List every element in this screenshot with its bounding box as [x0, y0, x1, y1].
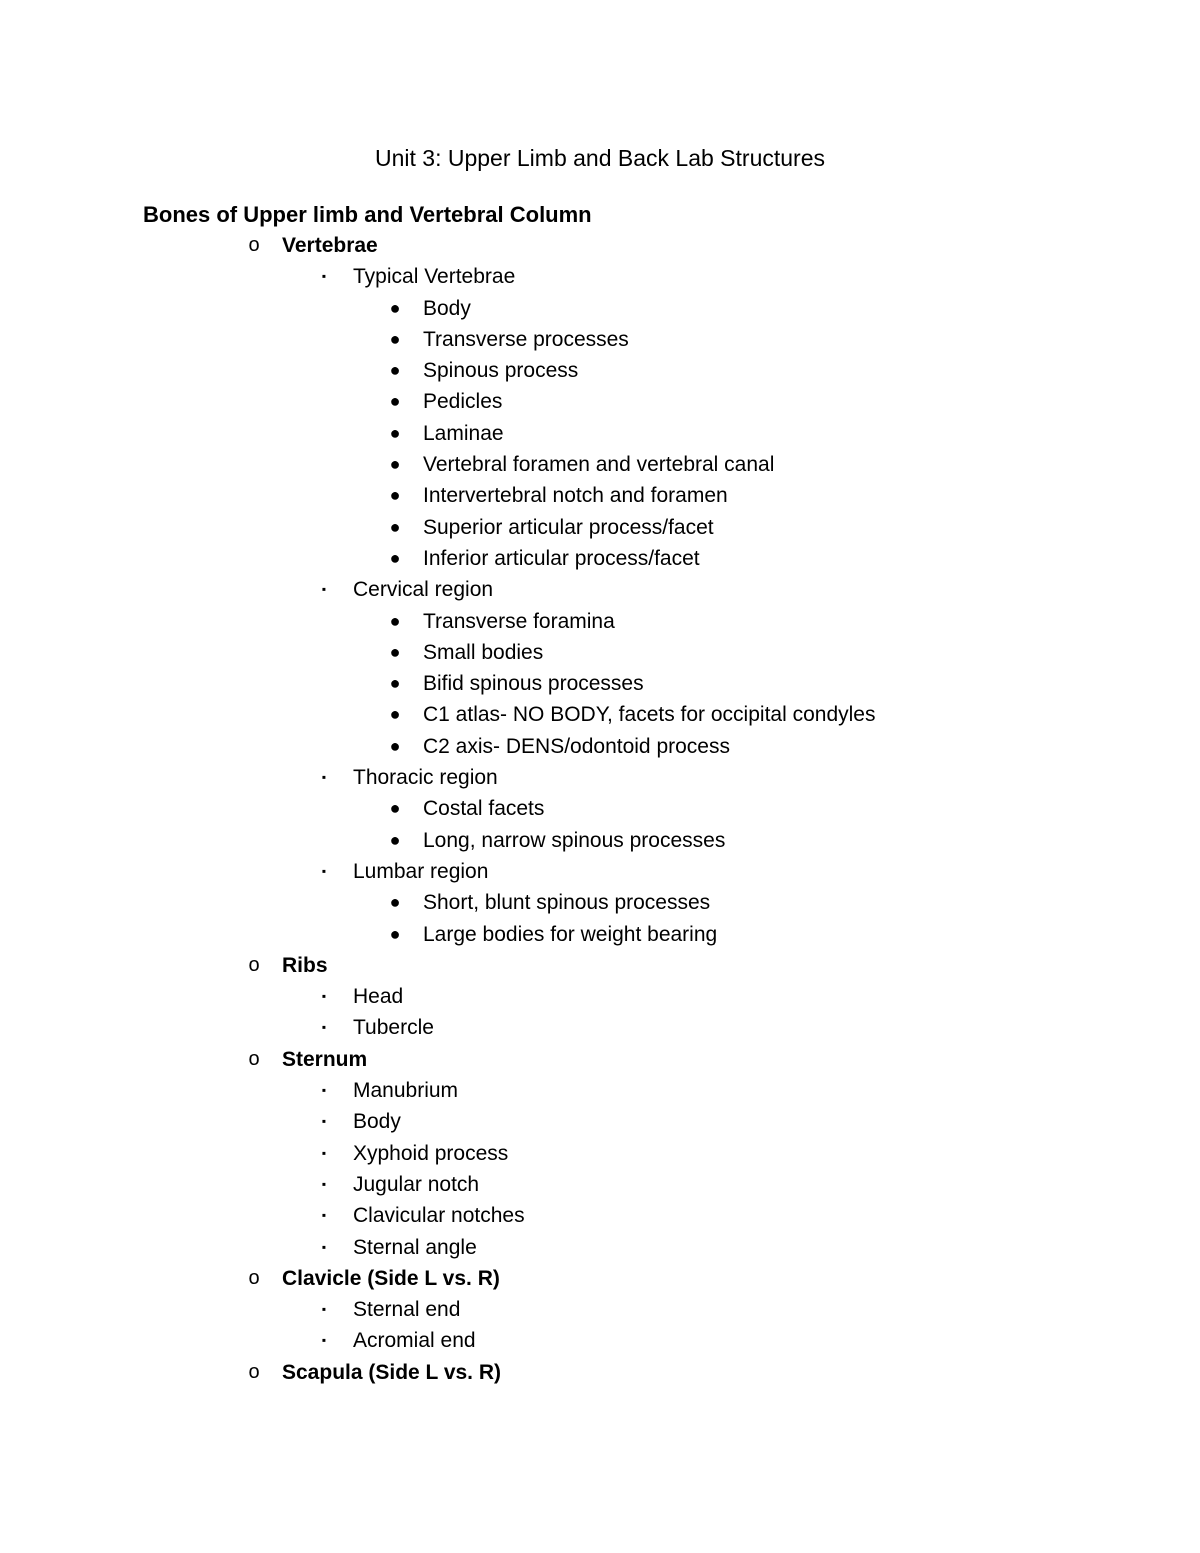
- outline-item-level-1: [0, 230, 1200, 261]
- outline-item-level-3: [0, 699, 1200, 730]
- outline-item-text: Costal facets: [423, 797, 545, 821]
- round-bullet-icon: ●: [389, 454, 401, 475]
- round-bullet-icon: ●: [389, 829, 401, 850]
- outline-item-text: Manubrium: [353, 1079, 459, 1103]
- outline-item-level-2: [0, 856, 1200, 887]
- outline-item-level-1: [0, 1263, 1200, 1294]
- outline-item-level-2: [0, 1075, 1200, 1106]
- outline-item-text: Vertebral foramen and vertebral canal: [423, 453, 775, 477]
- outline-item-text: Vertebrae: [282, 234, 378, 257]
- round-bullet-icon: ●: [389, 610, 401, 631]
- outline-item-level-3: [0, 668, 1200, 699]
- outline-item-text: Typical Vertebrae: [353, 265, 516, 289]
- outline-list: [0, 230, 1200, 1388]
- outline-item-text: Short, blunt spinous processes: [423, 891, 711, 915]
- outline-item-text: Large bodies for weight bearing: [423, 922, 718, 946]
- round-bullet-icon: ●: [389, 704, 401, 725]
- outline-item-level-2: [0, 574, 1200, 605]
- square-bullet-icon: ▪: [321, 1176, 327, 1191]
- outline-item-level-3: [0, 480, 1200, 511]
- outline-item-text: Sternal angle: [353, 1235, 477, 1259]
- hollow-circle-bullet-icon: o: [248, 1047, 260, 1070]
- outline-item-text: C2 axis- DENS/odontoid process: [423, 734, 730, 758]
- square-bullet-icon: ▪: [321, 1333, 327, 1348]
- hollow-circle-bullet-icon: o: [248, 234, 260, 256]
- outline-item-level-2: [0, 1200, 1200, 1231]
- round-bullet-icon: ●: [389, 892, 401, 913]
- outline-item-level-3: [0, 324, 1200, 355]
- section-heading: Bones of Upper limb and Vertebral Column: [143, 202, 592, 227]
- square-bullet-icon: ▪: [321, 1145, 327, 1160]
- round-bullet-icon: ●: [389, 673, 401, 694]
- round-bullet-icon: ●: [389, 923, 401, 944]
- outline-item-level-3: [0, 887, 1200, 918]
- outline-item-level-2: [0, 981, 1200, 1012]
- outline-item-text: Body: [353, 1110, 401, 1134]
- round-bullet-icon: ●: [389, 735, 401, 756]
- outline-item-level-3: [0, 386, 1200, 417]
- outline-item-text: Small bodies: [423, 640, 544, 664]
- outline-item-text: Sternal end: [353, 1298, 461, 1322]
- outline-item-level-3: [0, 293, 1200, 324]
- outline-item-level-1: [0, 950, 1200, 981]
- outline-item-level-3: [0, 793, 1200, 824]
- outline-item-text: Superior articular process/facet: [423, 515, 714, 539]
- outline-item-text: C1 atlas- NO BODY, facets for occipital condyles: [423, 703, 876, 727]
- hollow-circle-bullet-icon: o: [248, 953, 260, 976]
- outline-item-text: Tubercle: [353, 1016, 434, 1040]
- outline-item-text: Body: [423, 296, 471, 320]
- square-bullet-icon: ▪: [321, 1083, 327, 1098]
- outline-item-level-1: [0, 1357, 1200, 1388]
- square-bullet-icon: ▪: [321, 1020, 327, 1035]
- outline-item-text: Spinous process: [423, 359, 579, 383]
- outline-item-text: Head: [353, 985, 404, 1009]
- square-bullet-icon: ▪: [321, 989, 327, 1004]
- outline-item-text: Lumbar region: [353, 859, 489, 883]
- round-bullet-icon: ●: [389, 297, 401, 318]
- round-bullet-icon: ●: [389, 641, 401, 662]
- outline-item-level-3: [0, 731, 1200, 762]
- round-bullet-icon: ●: [389, 798, 401, 819]
- page-title: Unit 3: Upper Limb and Back Lab Structures: [374, 145, 825, 171]
- outline-item-level-2: [0, 1106, 1200, 1137]
- outline-item-level-3: [0, 825, 1200, 856]
- outline-item-level-2: [0, 261, 1200, 292]
- outline-item-text: Ribs: [282, 953, 328, 977]
- outline-item-text: Clavicle (Side L vs. R): [282, 1266, 500, 1290]
- outline-item-level-3: [0, 606, 1200, 637]
- square-bullet-icon: ▪: [321, 863, 327, 878]
- outline-item-text: Scapula (Side L vs. R): [282, 1360, 502, 1384]
- outline-item-text: Cervical region: [353, 578, 494, 602]
- outline-item-level-3: [0, 512, 1200, 543]
- outline-item-level-3: [0, 355, 1200, 386]
- outline-item-text: Laminae: [423, 421, 504, 445]
- outline-item-level-2: [0, 1169, 1200, 1200]
- outline-item-text: Inferior articular process/facet: [423, 546, 700, 570]
- outline-item-text: Xyphoid process: [353, 1141, 509, 1165]
- outline-item-text: Long, narrow spinous processes: [423, 828, 726, 852]
- outline-item-level-3: [0, 637, 1200, 668]
- square-bullet-icon: ▪: [321, 1114, 327, 1129]
- outline-item-level-3: [0, 543, 1200, 574]
- outline-item-level-3: [0, 919, 1200, 950]
- round-bullet-icon: ●: [389, 391, 401, 412]
- outline-item-level-2: [0, 1138, 1200, 1169]
- outline-item-level-2: [0, 1294, 1200, 1325]
- square-bullet-icon: ▪: [321, 770, 327, 785]
- round-bullet-icon: ●: [389, 485, 401, 506]
- round-bullet-icon: ●: [389, 360, 401, 381]
- outline-item-level-2: [0, 1232, 1200, 1263]
- outline-item-text: Pedicles: [423, 390, 503, 414]
- outline-item-text: Clavicular notches: [353, 1204, 525, 1228]
- hollow-circle-bullet-icon: o: [248, 1360, 260, 1383]
- square-bullet-icon: ▪: [321, 1239, 327, 1254]
- outline-item-text: Thoracic region: [353, 766, 498, 790]
- outline-item-text: Transverse processes: [423, 327, 629, 351]
- outline-item-text: Intervertebral notch and foramen: [423, 484, 728, 508]
- outline-item-level-3: [0, 418, 1200, 449]
- outline-item-text: Acromial end: [353, 1329, 476, 1353]
- round-bullet-icon: ●: [389, 516, 401, 537]
- outline-item-text: Sternum: [282, 1047, 368, 1071]
- square-bullet-icon: ▪: [321, 1302, 327, 1317]
- round-bullet-icon: ●: [389, 547, 401, 568]
- square-bullet-icon: ▪: [321, 582, 327, 597]
- square-bullet-icon: ▪: [321, 269, 327, 284]
- hollow-circle-bullet-icon: o: [248, 1266, 260, 1289]
- outline-item-level-2: [0, 762, 1200, 793]
- outline-item-level-2: [0, 1012, 1200, 1043]
- square-bullet-icon: ▪: [321, 1208, 327, 1223]
- outline-item-level-2: [0, 1325, 1200, 1356]
- outline-item-level-3: [0, 449, 1200, 480]
- round-bullet-icon: ●: [389, 422, 401, 443]
- round-bullet-icon: ●: [389, 328, 401, 349]
- outline-item-level-1: [0, 1044, 1200, 1075]
- outline-item-text: Bifid spinous processes: [423, 672, 644, 696]
- outline-item-text: Jugular notch: [353, 1172, 480, 1196]
- outline-item-text: Transverse foramina: [423, 609, 615, 633]
